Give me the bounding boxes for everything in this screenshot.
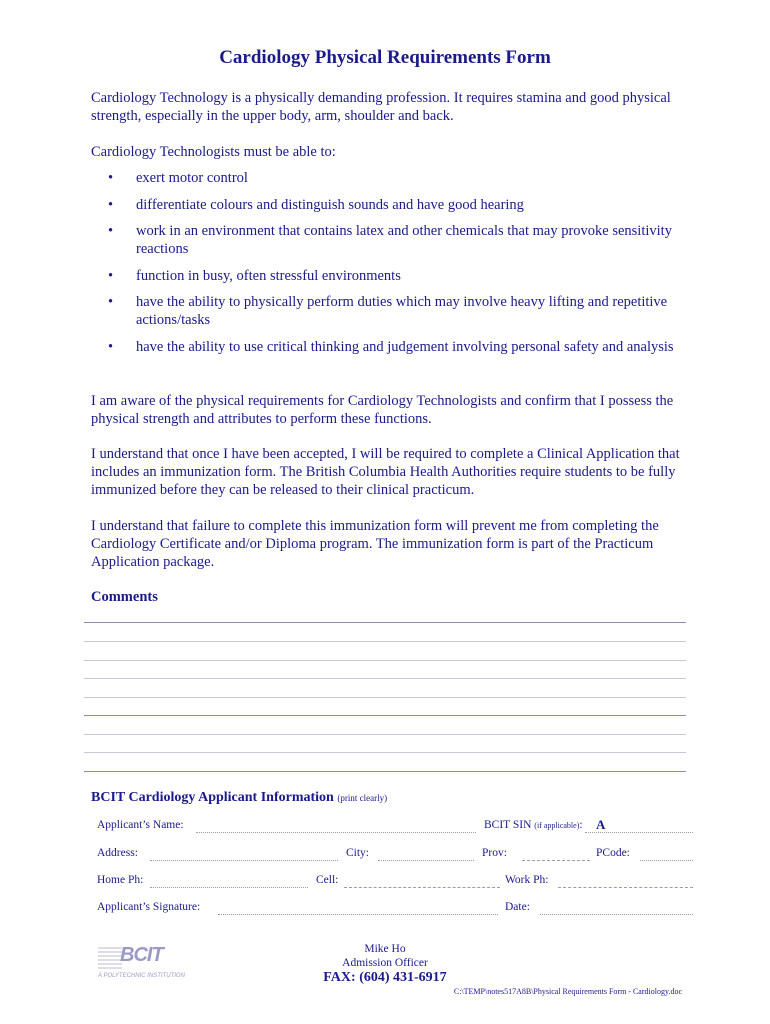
print-clearly-note: (print clearly) — [337, 793, 388, 803]
applicant-section-title: BCIT Cardiology Applicant Information (print clearly) — [91, 790, 388, 805]
bullet-icon: • — [108, 170, 114, 186]
immunization-paragraph: I understand that once I have been accepted, I will be required to complete a Clinical Application that includes an immunization form. The British Columbia Health Authorities require students to be fully immunized before they can be released to their clinical practicum. — [91, 446, 680, 498]
date-field[interactable] — [540, 914, 693, 915]
page-title: Cardiology Physical Requirements Form — [219, 47, 551, 68]
prov-field[interactable] — [522, 860, 590, 861]
signature-label: Applicant’s Signature: — [97, 901, 201, 913]
signature-field[interactable] — [218, 914, 498, 915]
applicant-name-label: Applicant’s Name: — [97, 819, 184, 831]
awareness-paragraph: I am aware of the physical requirements for Cardiology Technologists and confirm that I possess the physical strength and attributes to perform these functions. — [91, 393, 674, 427]
comment-line[interactable] — [84, 771, 686, 772]
failure-paragraph: I understand that failure to complete this immunization form will prevent me from completing the Cardiology Certificate and/or Diploma program. The immunization form is part of the Practicum Application package. — [91, 518, 659, 570]
date-label: Date: — [505, 901, 530, 913]
fax-number: FAX: (604) 431-6917 — [323, 970, 447, 985]
bullet-icon: • — [108, 268, 114, 284]
pcode-field[interactable] — [640, 860, 693, 861]
pcode-label: PCode: — [596, 847, 630, 859]
home-phone-field[interactable] — [150, 887, 308, 888]
bcit-logo: BCIT A POLYTECHNIC INSTITUTION — [98, 944, 185, 979]
cell-field[interactable] — [344, 887, 500, 888]
comment-line[interactable] — [84, 660, 686, 661]
applicant-name-field[interactable] — [196, 832, 476, 833]
prov-label: Prov: — [482, 847, 507, 859]
bullet-icon: • — [108, 339, 114, 355]
cell-label: Cell: — [316, 874, 339, 886]
contact-title: Admission Officer — [342, 957, 428, 969]
comments-label: Comments — [91, 589, 158, 605]
bullet-icon: • — [108, 294, 114, 310]
contact-name: Mike Ho — [364, 943, 406, 955]
intro-paragraph: Cardiology Technology is a physically demanding profession. It requires stamina and good physical strength, especially in the upper body, arm, shoulder and back. — [91, 90, 671, 124]
bullet-icon: • — [108, 223, 114, 239]
comment-line[interactable] — [84, 752, 686, 753]
sin-field[interactable] — [585, 832, 693, 833]
city-label: City: — [346, 847, 370, 859]
requirements-heading: Cardiology Technologists must be able to: — [91, 144, 336, 160]
file-path: C:\TEMP\notes517A8B\Physical Requirements Form - Cardiology.doc — [453, 987, 682, 996]
work-phone-label: Work Ph: — [505, 874, 549, 886]
work-phone-field[interactable] — [558, 887, 693, 888]
home-phone-label: Home Ph: — [97, 874, 144, 886]
address-field[interactable] — [150, 860, 338, 861]
comment-line[interactable] — [84, 678, 686, 679]
sin-value: A — [596, 817, 606, 832]
comment-line[interactable] — [84, 622, 686, 623]
comment-line[interactable] — [84, 715, 686, 716]
comment-line[interactable] — [84, 734, 686, 735]
address-label: Address: — [97, 847, 138, 859]
city-field[interactable] — [378, 860, 474, 861]
comment-line[interactable] — [84, 697, 686, 698]
bullet-icon: • — [108, 197, 114, 213]
sin-label: BCIT SIN (if applicable): — [484, 819, 583, 831]
comment-line[interactable] — [84, 641, 686, 642]
